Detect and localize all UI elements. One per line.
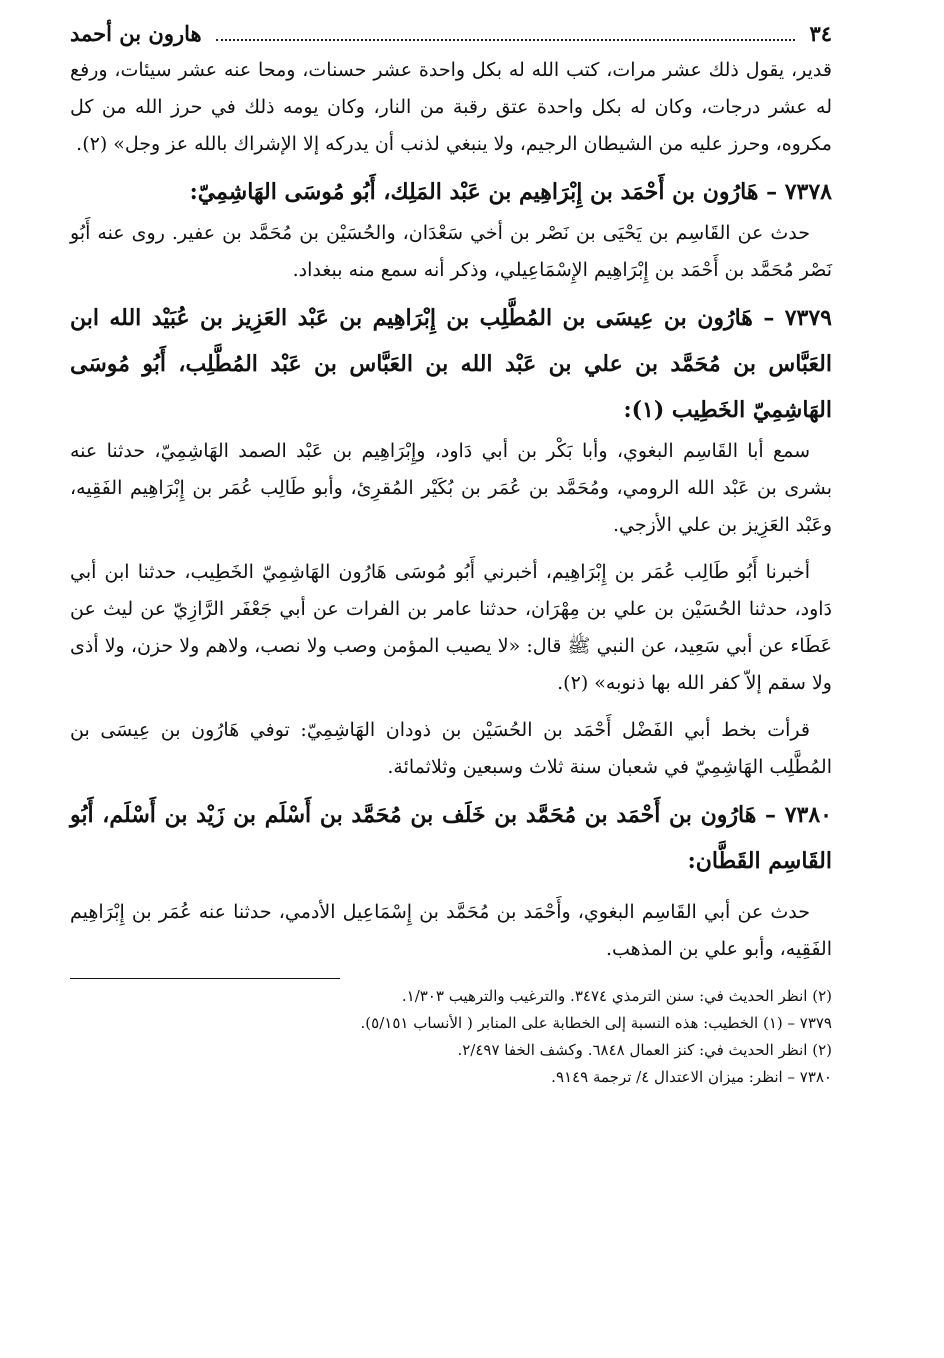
footnote-item: (٢) انظر الحديث في: سنن الترمذي ٣٤٧٤. والترغيب والترهيب ١/٣٠٣. [401, 987, 832, 1005]
entry-body-7378: حدث عن القَاسِم بن يَحْيَى بن نَصْر بن أخي سَعْدَان، والحُسَيْن بن مُحَمَّد بن عفير. روى عنه أَبُو نَصْر مُحَمَّد بن أَحْمَد بن إِبْرَاهِيم الإِسْمَاعِيلي، وذكر أنه سمع منه ببغداد. [70, 222, 832, 281]
book-page [70, 16, 832, 1091]
entry-body-7379-teachers: سمع أبا القَاسِم البغوي، وأبا بَكْر بن أبي دَاود، وإِبْرَاهِيم بن عَبْد الصمد الهَاشِمِيّ، حدثنا عنه بشرى بن عَبْد الله الرومي، ومُحَمَّد بن عُمَر بن بُكَيْر المُقرِئ، وأبو طَالِب عُمَر بن إِبْرَاهِيم الفَقِيه، وعَبْد العَزِيز بن علي الأزجي. [70, 440, 832, 536]
page-number: ٣٤ [809, 21, 832, 46]
footnote-item: ٧٣٧٩ – (١) الخطيب: هذه النسبة إلى الخطابة على المنابر ( الأنساب ٥/١٥١). [360, 1014, 832, 1032]
running-title: هارون بن أحمد [70, 21, 202, 46]
entry-body-7379-hadith: أخبرنا أَبُو طَالِب عُمَر بن إِبْرَاهِيم، أخبرني أَبُو مُوسَى هَارُون الهَاشِمِيّ الخَطِيب، حدثنا ابن أبي دَاود، حدثنا الحُسَيْن بن علي بن مِهْرَان، حدثنا عامر بن الفرات عن أبي جَعْفَر الرَّازِيّ عن ليث عن عَطَاء عن أبي سَعِيد، عن النبي ﷺ قال: «لا يصيب المؤمن وصب ولا نصب، ولاهم ولا حزن، ولا أذى ولا سقم إلاّ كفر الله بها ذنوبه» (٢). [70, 561, 832, 694]
paragraph-hadith-continuation: قدير، يقول ذلك عشر مرات، كتب الله له بكل واحدة عشر حسنات، ومحا عنه عشر سيئات، ورفع له عشر درجات، وكان له بكل واحدة عتق رقبة من النار، وكان يومه ذلك في حرز الله من كل مكروه، وحرز عليه من الشيطان الرجيم، ولا ينبغي لذنب أن يدركه إلا الإشراك بالله عز وجل» (٢). [70, 59, 832, 155]
entry-heading-7380: ٧٣٨٠ – هَارُون بن أَحْمَد بن مُحَمَّد بن خَلَف بن مُحَمَّد بن أَسْلَم بن زَيْد بن أَسْلَم، أَبُو القَاسِم القَطَّان: [70, 802, 832, 874]
footnote-item: ٧٣٨٠ – انظر: ميزان الاعتدال ٤/ ترجمة ٩١٤٩. [551, 1068, 832, 1086]
footnote-separator [70, 978, 340, 979]
entry-body-7380: حدث عن أبي القَاسِم البغوي، وأَحْمَد بن مُحَمَّد بن إِسْمَاعِيل الأدمي، حدثنا عنه عُمَر بن إِبْرَاهِيم الفَقِيه، وأبو علي بن المذهب. [70, 901, 832, 960]
header-dotted-leader [216, 27, 796, 41]
entry-heading-7378: ٧٣٧٨ – هَارُون بن أَحْمَد بن إِبْرَاهِيم بن عَبْد المَلِك، أَبُو مُوسَى الهَاشِمِيّ: [189, 179, 832, 205]
running-header [70, 16, 832, 52]
footnotes [70, 983, 832, 1091]
footnote-item: (٢) انظر الحديث في: كنز العمال ٦٨٤٨. وكشف الخفا ٢/٤٩٧. [457, 1041, 832, 1059]
entry-heading-7379: ٧٣٧٩ – هَارُون بن عِيسَى بن المُطَّلِب بن إِبْرَاهِيم بن عَبْد العَزِيز بن عُبَيْد الله ابن العَبَّاس بن مُحَمَّد بن علي بن عَبْد الله بن العَبَّاس بن عَبْد المُطَّلِب، أَبُو مُوسَى الهَاشِمِيّ الخَطِيب (١): [70, 305, 832, 423]
entry-body-7379-death: قرأت بخط أبي الفَضْل أَحْمَد بن الحُسَيْن بن ذودان الهَاشِمِيّ: توفي هَارُون بن عِيسَى بن المُطَّلِب الهَاشِمِيّ في شعبان سنة ثلاث وسبعين وثلاثمائة. [70, 719, 832, 778]
